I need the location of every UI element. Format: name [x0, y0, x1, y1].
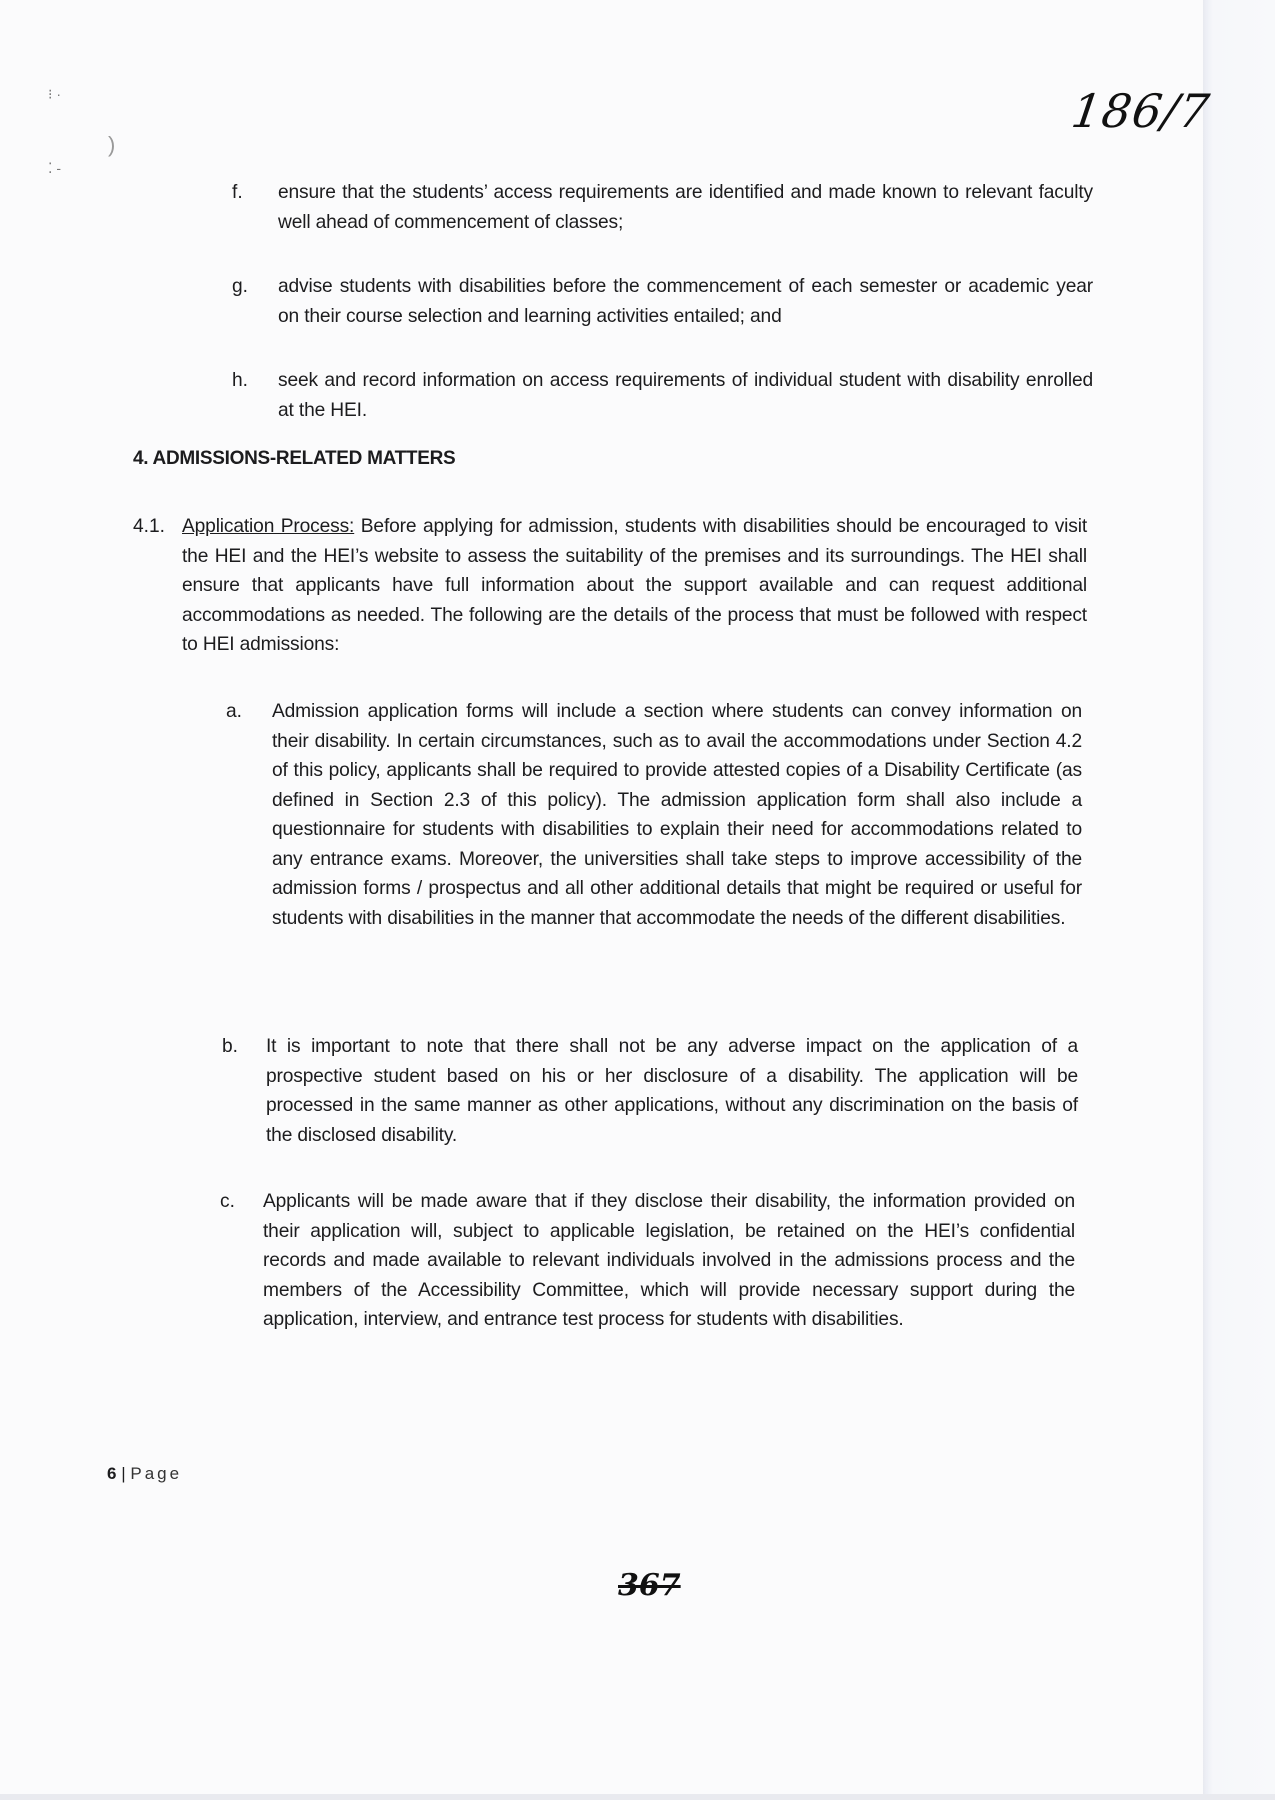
scan-speck: ⁚ - [48, 160, 62, 176]
subsection-text: Before applying for admission, students with disabilities should be encouraged to visit the HEI and the HEI’s website to assess the suitability of the premises and its surroundings. The HEI shall ensure that applicants have full information about the support available and can request additional accommodations as needed. The following are the details of the process that must be followed with respect to HEI admissions: [182, 516, 1087, 655]
list-item-text: It is important to note that there shall not be any adverse impact on the application of a prospective student based on his or her disclosure of a disability. The application will be processed in the same manner as other applications, without any discrimination on the basis of the disclosed disability. [266, 1036, 1078, 1146]
list-item-label: g. [232, 276, 249, 297]
subsection-paragraph [182, 512, 1087, 660]
handwritten-page-annotation: 186/7 [1068, 84, 1214, 138]
subsection-title: Application Process: [182, 516, 355, 537]
list-item-text: advise students with disabilities before the commencement of each semester or academic year on their course selection and learning activities entailed; and [278, 276, 1093, 327]
list-item-label: f. [232, 182, 243, 203]
list-item-text: Applicants will be made aware that if they disclose their disability, the information provided on their application will, subject to applicable legislation, be retained on the HEI’s confidential records and made available to relevant individuals involved in the admissions process and the members of the Accessibility Committee, which will provide necessary support during the application, interview, and entrance test process for students with disabilities. [263, 1191, 1075, 1330]
list-item-text: seek and record information on access requirements of individual student with disability enrolled at the HEI. [278, 370, 1093, 421]
scan-edge-shadow [1203, 0, 1275, 1800]
section-heading: 4. ADMISSIONS-RELATED MATTERS [133, 448, 456, 469]
subsection-number: 4.1. [133, 516, 166, 537]
page-separator: | [121, 1464, 126, 1483]
scan-speck: ) [108, 132, 116, 157]
list-item-text: Admission application forms will include a section where students can convey information on their disability. In certain circumstances, such as to avail the accommodations under Section 4.2 of this policy, applicants shall be required to provide attested copies of a Disability Certificate (as defined in Section 2.3 of this policy). The admission application form shall also include a questionnaire for students with disabilities to explain their need for accommodations related to any entrance exams. Moreover, the universities shall take steps to improve accessibility of the admission forms / prospectus and all other additional details that might be required or useful for students with disabilities in the manner that accommodate the needs of the different disabilities. [272, 701, 1082, 929]
list-item-label: c. [220, 1191, 235, 1212]
list-item-label: b. [222, 1036, 239, 1057]
list-item-label: a. [226, 701, 243, 722]
handwritten-struck-number: 367 [618, 1568, 681, 1603]
list-item-text: ensure that the students’ access requirements are identified and made known to relevant faculty well ahead of commencement of classes; [278, 182, 1093, 233]
scan-bottom-edge [0, 1794, 1275, 1800]
page-footer [107, 1464, 182, 1484]
page-number: 6 [107, 1464, 117, 1483]
page-label: Page [130, 1464, 183, 1483]
list-item-label: h. [232, 370, 249, 391]
scan-speck: ⁝ · [48, 86, 62, 102]
